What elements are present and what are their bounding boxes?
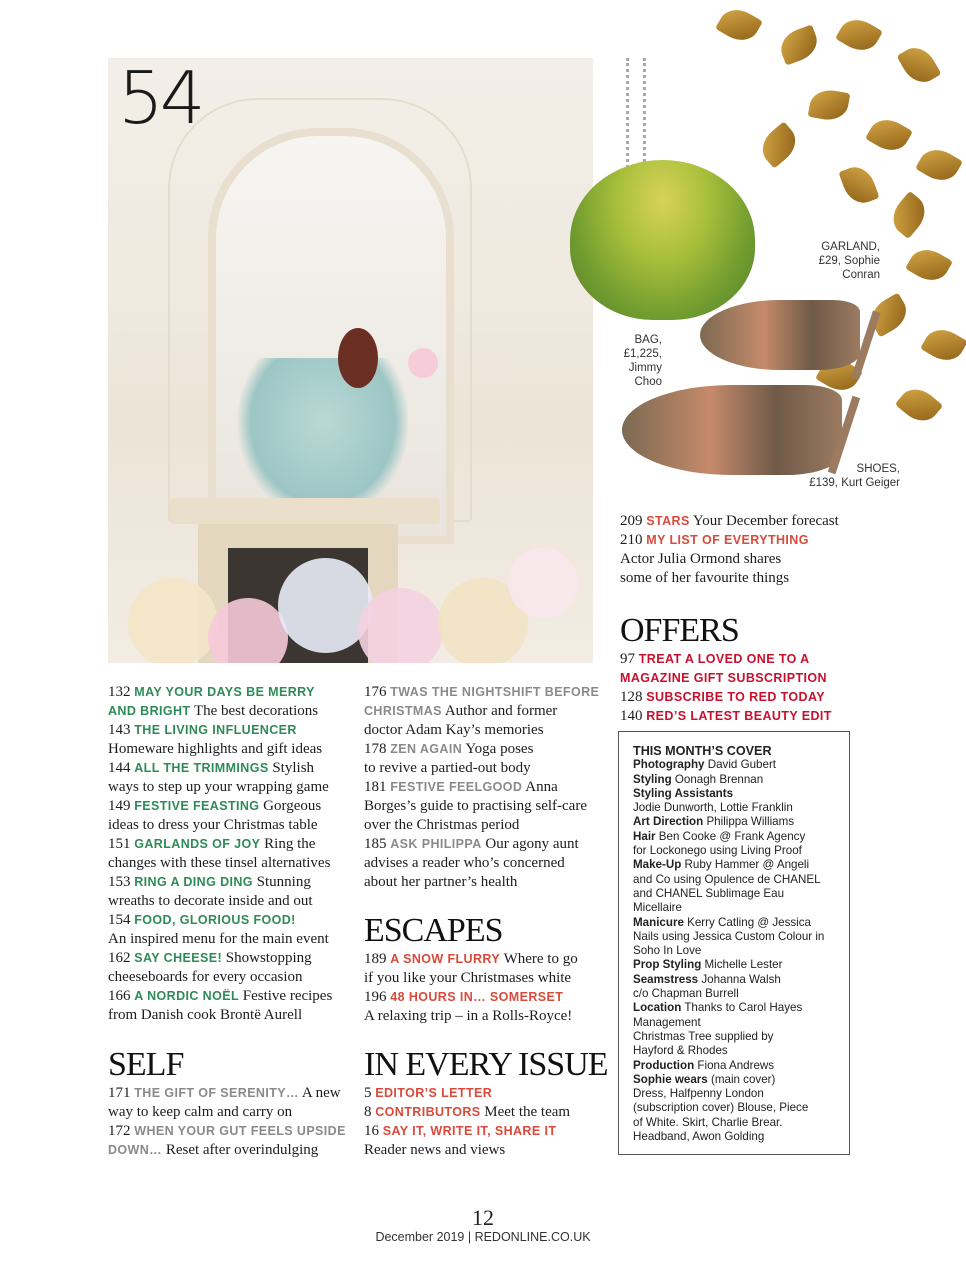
toc-text: over the Christmas period [364, 817, 520, 833]
toc-text: if you like your Christmases white [364, 970, 572, 986]
toc-text: ways to step up your wrapping game [108, 779, 329, 795]
toc-text: some of her favourite things [620, 570, 790, 586]
credit-line: Production Fiona Andrews [633, 1058, 775, 1072]
toc-text: way to keep calm and carry on [108, 1104, 293, 1120]
escapes-section [364, 912, 624, 1026]
toc-text: Actor Julia Ormond shares [620, 551, 782, 567]
toc-item[interactable]: 5 EDITOR’S LETTER [364, 1085, 493, 1101]
toc-item[interactable]: 178 ZEN AGAIN Yoga poses [364, 741, 534, 757]
toc-item[interactable]: 151 GARLANDS OF JOY Ring the [108, 836, 316, 852]
credit-line: Headband, Awon Golding [633, 1130, 765, 1144]
self-section [108, 1046, 353, 1160]
credit-line: Jodie Dunworth, Lottie Franklin [633, 801, 793, 815]
page-footer: December 2019 | REDONLINE.CO.UK [375, 1230, 591, 1244]
toc-text: about her partner’s health [364, 874, 518, 890]
model-dress [238, 358, 408, 518]
credit-line: (subscription cover) Blouse, Piece [633, 1101, 809, 1115]
feather-bag-image [570, 160, 755, 320]
credit-line: Sophie wears (main cover) [633, 1072, 776, 1086]
bag-caption [600, 333, 662, 389]
toc-item-cont[interactable]: DOWN… Reset after overindulging [108, 1142, 319, 1158]
toc-text: Reader news and views [364, 1142, 506, 1158]
toc-text: An inspired menu for the main event [108, 931, 329, 947]
toc-item[interactable]: 132 MAY YOUR DAYS BE MERRY [108, 684, 315, 700]
toc-item[interactable]: 166 A NORDIC NOËL Festive recipes [108, 988, 333, 1004]
toc-item[interactable]: 153 RING A DING DING Stunning [108, 874, 311, 890]
toc-column-2 [364, 683, 609, 892]
toc-item[interactable]: 154 FOOD, GLORIOUS FOOD! [108, 912, 296, 928]
credit-line: and Co using Opulence de CHANEL [633, 872, 821, 886]
toc-text: A relaxing trip – in a Rolls-Royce! [364, 1008, 573, 1024]
caption-line: SHOES, [856, 463, 900, 475]
page-number: 12 [472, 1205, 494, 1230]
offers-heading: OFFERS [620, 612, 739, 649]
credit-line: Manicure Kerry Catling @ Jessica [633, 915, 812, 929]
caption-line: BAG, [634, 334, 662, 346]
credit-line: Prop Styling Michelle Lester [633, 958, 783, 972]
paper-ball [508, 548, 578, 618]
toc-item-cont[interactable]: MAGAZINE GIFT SUBSCRIPTION [620, 671, 827, 685]
cover-photo [108, 58, 593, 663]
credit-line: Seamstress Johanna Walsh [633, 972, 781, 986]
toc-item[interactable]: 210 MY LIST OF EVERYTHING [620, 532, 809, 548]
right-top-list [620, 512, 920, 588]
credit-line: for Lockonego using Living Proof [633, 844, 802, 858]
credit-line: Location Thanks to Carol Hayes [633, 1001, 803, 1015]
toc-text: from Danish cook Brontë Aurell [108, 1007, 303, 1023]
credit-line: Dress, Halfpenny London [633, 1087, 764, 1101]
toc-text: cheeseboards for every occasion [108, 969, 303, 985]
credit-line: Management [633, 1015, 701, 1029]
toc-item[interactable]: 128 SUBSCRIBE TO RED TODAY [620, 689, 825, 705]
toc-item[interactable]: 171 THE GIFT OF SERENITY… A new [108, 1085, 341, 1101]
credit-line: c/o Chapman Burrell [633, 987, 739, 1001]
credit-line: Nails using Jessica Custom Colour in [633, 929, 825, 943]
toc-item[interactable]: 176 TWAS THE NIGHTSHIFT BEFORE [364, 684, 600, 700]
toc-item[interactable]: 144 ALL THE TRIMMINGS Stylish [108, 760, 315, 776]
credit-line: Styling Oonagh Brennan [633, 772, 764, 786]
credit-line: Photography David Gubert [633, 758, 777, 772]
toc-column-1 [108, 683, 353, 1025]
toc-item[interactable]: 209 STARS Your December forecast [620, 513, 839, 529]
credit-line: Hayford & Rhodes [633, 1044, 728, 1058]
offers-section [620, 612, 940, 726]
credit-line: Hair Ben Cooke @ Frank Agency [633, 829, 806, 843]
toc-item-cont[interactable]: CHRISTMAS Author and former [364, 703, 558, 719]
shoes-caption [770, 462, 900, 490]
credit-line: Styling Assistants [633, 786, 734, 800]
toc-item[interactable]: 149 FESTIVE FEASTING Gorgeous [108, 798, 322, 814]
model-hair [338, 328, 378, 388]
toc-text: to revive a partied-out body [364, 760, 531, 776]
caption-line: Conran [842, 269, 880, 281]
caption-line: £139, Kurt Geiger [809, 477, 900, 489]
caption-line: £1,225, [623, 348, 662, 360]
toc-text: advises a reader who’s concerned [364, 855, 565, 871]
toc-item[interactable]: 196 48 HOURS IN… SOMERSET [364, 989, 564, 1005]
credit-line: Make-Up Ruby Hammer @ Angeli [633, 858, 810, 872]
credit-line: Christmas Tree supplied by [633, 1029, 774, 1043]
toc-text: ideas to dress your Christmas table [108, 817, 318, 833]
toc-item[interactable]: 140 RED’S LATEST BEAUTY EDIT [620, 708, 832, 724]
paper-ball [358, 588, 443, 663]
credit-line: Soho In Love [633, 944, 702, 958]
credit-line: and CHANEL Sublimage Eau [633, 886, 785, 900]
toc-item-cont[interactable]: AND BRIGHT The best decorations [108, 703, 319, 719]
toc-text: Borges’s guide to practising self-care [364, 798, 587, 814]
bag-chain [626, 58, 646, 168]
cover-credits-box [618, 731, 850, 1155]
garland-caption [770, 240, 880, 282]
toc-text: wreaths to decorate inside and out [108, 893, 313, 909]
toc-item[interactable]: 8 CONTRIBUTORS Meet the team [364, 1104, 571, 1120]
toc-item[interactable]: 181 FESTIVE FEELGOOD Anna [364, 779, 558, 795]
caption-line: Jimmy [628, 362, 662, 374]
every-issue-section [364, 1046, 624, 1160]
escapes-heading: ESCAPES [364, 912, 503, 949]
credit-line: of White. Skirt, Charlie Brear. [633, 1115, 783, 1129]
toc-item[interactable]: 172 WHEN YOUR GUT FEELS UPSIDE [108, 1123, 346, 1139]
caption-line: £29, Sophie [818, 255, 880, 267]
caption-line: Choo [634, 376, 662, 388]
toc-item[interactable]: 162 SAY CHEESE! Showstopping [108, 950, 312, 966]
caption-line: GARLAND, [821, 241, 880, 253]
toc-text: doctor Adam Kay’s memories [364, 722, 544, 738]
toc-item[interactable]: 189 A SNOW FLURRY Where to go [364, 951, 578, 967]
toc-text: changes with these tinsel alternatives [108, 855, 331, 871]
mantelpiece [170, 498, 440, 524]
toc-item[interactable]: 97 TREAT A LOVED ONE TO A [620, 651, 810, 667]
paper-ball [128, 578, 218, 663]
feature-page-number: 54 [118, 58, 202, 140]
toc-text: Homeware highlights and gift ideas [108, 741, 323, 757]
toc-item[interactable]: 143 THE LIVING INFLUENCER [108, 722, 297, 738]
paper-ball [408, 348, 438, 378]
toc-item[interactable]: 16 SAY IT, WRITE IT, SHARE IT [364, 1123, 557, 1139]
every-issue-heading: IN EVERY ISSUE [364, 1046, 608, 1083]
toc-item[interactable]: 185 ASK PHILIPPA Our agony aunt [364, 836, 579, 852]
cover-credits-title: THIS MONTH’S COVER [633, 744, 772, 758]
credit-line: Micellaire [633, 901, 682, 915]
credit-line: Art Direction Philippa Williams [633, 815, 795, 829]
self-heading: SELF [108, 1046, 184, 1083]
shoe-image [700, 300, 860, 370]
